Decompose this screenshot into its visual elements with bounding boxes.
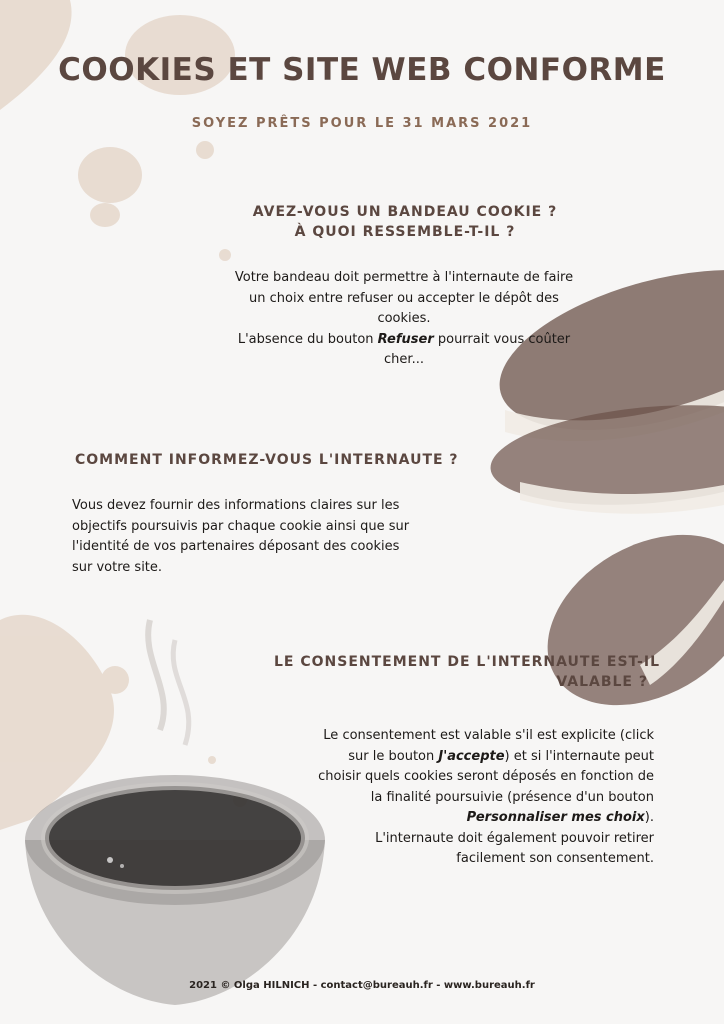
- section2-body: Vous devez fournir des informations claires sur les objectifs poursuivis par chaque cookie ainsi que sur l'identité de vos partenaires déposant des cookies sur votre site.: [72, 498, 410, 575]
- section3-body-part3: ).: [644, 810, 654, 825]
- refuser-emphasis: Refuser: [377, 331, 434, 347]
- section3-body-part1: Le consentement est valable s'il est explicite (click sur le bouton: [323, 728, 654, 764]
- section2-heading: COMMENT INFORMEZ-VOUS L'INTERNAUTE ?: [75, 452, 459, 468]
- section3-heading-line2: VALABLE ?: [556, 674, 648, 690]
- section1-body-text-end: pourrait vous coûter cher...: [384, 331, 571, 367]
- section1-heading-line1: AVEZ-VOUS UN BANDEAU COOKIE ?: [252, 204, 558, 220]
- page-title: COOKIES ET SITE WEB CONFORME: [58, 52, 666, 88]
- jaccepte-emphasis: J'accepte: [438, 748, 505, 764]
- personnaliser-emphasis: Personnaliser mes choix: [466, 810, 645, 825]
- section1-body-text: L'absence du bouton: [237, 331, 378, 347]
- section3-body-part2: ) et si l'internaute peut choisir quels cookies seront déposés en fonction de la finalité poursuivie (présence d'un bouton: [318, 748, 654, 805]
- section1-body-part2: [228, 330, 580, 371]
- section3-body: [318, 726, 654, 870]
- section3-body-part4: L'internaute doit également pouvoir retirer facilement son consentement.: [375, 830, 654, 866]
- section3-heading-line1: LE CONSENTEMENT DE L'INTERNAUTE EST-IL: [273, 654, 660, 670]
- section1-body-part1: Votre bandeau doit permettre à l'internaute de faire un choix entre refuser ou accepter le dépôt des cookies.: [234, 270, 574, 326]
- section1-heading: [200, 202, 610, 242]
- section1-heading-line2: À QUOI RESSEMBLE-T-IL ?: [294, 224, 516, 240]
- footer: 2021 © Olga HILNICH - contact@bureauh.fr - www.bureauh.fr: [189, 980, 535, 991]
- section3-heading: [240, 652, 660, 692]
- page-subtitle: SOYEZ PRÊTS POUR LE 31 MARS 2021: [191, 116, 533, 131]
- section1-body: [228, 268, 580, 371]
